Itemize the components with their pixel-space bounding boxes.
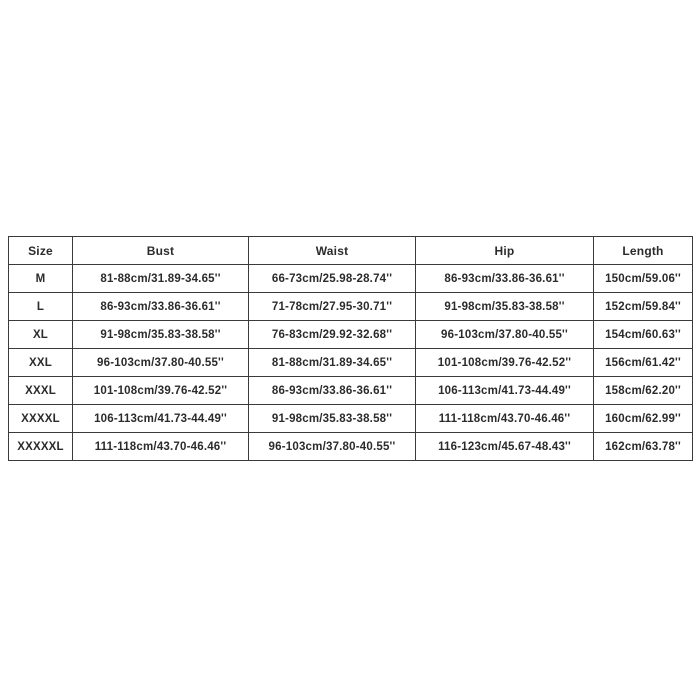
cell-bust: 91-98cm/35.83-38.58'' <box>73 321 249 349</box>
cell-hip: 116-123cm/45.67-48.43'' <box>416 433 594 461</box>
cell-waist: 86-93cm/33.86-36.61'' <box>249 377 416 405</box>
cell-length: 150cm/59.06'' <box>594 265 693 293</box>
cell-bust: 81-88cm/31.89-34.65'' <box>73 265 249 293</box>
table-row <box>9 321 693 349</box>
column-header-length: Length <box>594 237 693 265</box>
column-header-waist: Waist <box>249 237 416 265</box>
cell-length: 152cm/59.84'' <box>594 293 693 321</box>
cell-size: XL <box>9 321 73 349</box>
header-row <box>9 237 693 265</box>
table-row <box>9 405 693 433</box>
cell-bust: 101-108cm/39.76-42.52'' <box>73 377 249 405</box>
cell-bust: 111-118cm/43.70-46.46'' <box>73 433 249 461</box>
cell-hip: 106-113cm/41.73-44.49'' <box>416 377 594 405</box>
cell-waist: 71-78cm/27.95-30.71'' <box>249 293 416 321</box>
cell-length: 162cm/63.78'' <box>594 433 693 461</box>
column-header-size: Size <box>9 237 73 265</box>
cell-waist: 76-83cm/29.92-32.68'' <box>249 321 416 349</box>
cell-hip: 101-108cm/39.76-42.52'' <box>416 349 594 377</box>
table-row <box>9 377 693 405</box>
column-header-bust: Bust <box>73 237 249 265</box>
cell-size: XXL <box>9 349 73 377</box>
size-chart-table <box>8 236 693 461</box>
cell-waist: 66-73cm/25.98-28.74'' <box>249 265 416 293</box>
cell-bust: 106-113cm/41.73-44.49'' <box>73 405 249 433</box>
cell-hip: 86-93cm/33.86-36.61'' <box>416 265 594 293</box>
table-row <box>9 265 693 293</box>
cell-hip: 111-118cm/43.70-46.46'' <box>416 405 594 433</box>
table-row <box>9 349 693 377</box>
cell-size: M <box>9 265 73 293</box>
cell-hip: 96-103cm/37.80-40.55'' <box>416 321 594 349</box>
cell-size: XXXL <box>9 377 73 405</box>
cell-size: XXXXL <box>9 405 73 433</box>
cell-waist: 96-103cm/37.80-40.55'' <box>249 433 416 461</box>
table-row <box>9 433 693 461</box>
cell-waist: 81-88cm/31.89-34.65'' <box>249 349 416 377</box>
cell-length: 160cm/62.99'' <box>594 405 693 433</box>
cell-bust: 96-103cm/37.80-40.55'' <box>73 349 249 377</box>
cell-hip: 91-98cm/35.83-38.58'' <box>416 293 594 321</box>
cell-length: 158cm/62.20'' <box>594 377 693 405</box>
cell-waist: 91-98cm/35.83-38.58'' <box>249 405 416 433</box>
cell-size: XXXXXL <box>9 433 73 461</box>
column-header-hip: Hip <box>416 237 594 265</box>
cell-length: 154cm/60.63'' <box>594 321 693 349</box>
cell-length: 156cm/61.42'' <box>594 349 693 377</box>
cell-bust: 86-93cm/33.86-36.61'' <box>73 293 249 321</box>
table-row <box>9 293 693 321</box>
cell-size: L <box>9 293 73 321</box>
